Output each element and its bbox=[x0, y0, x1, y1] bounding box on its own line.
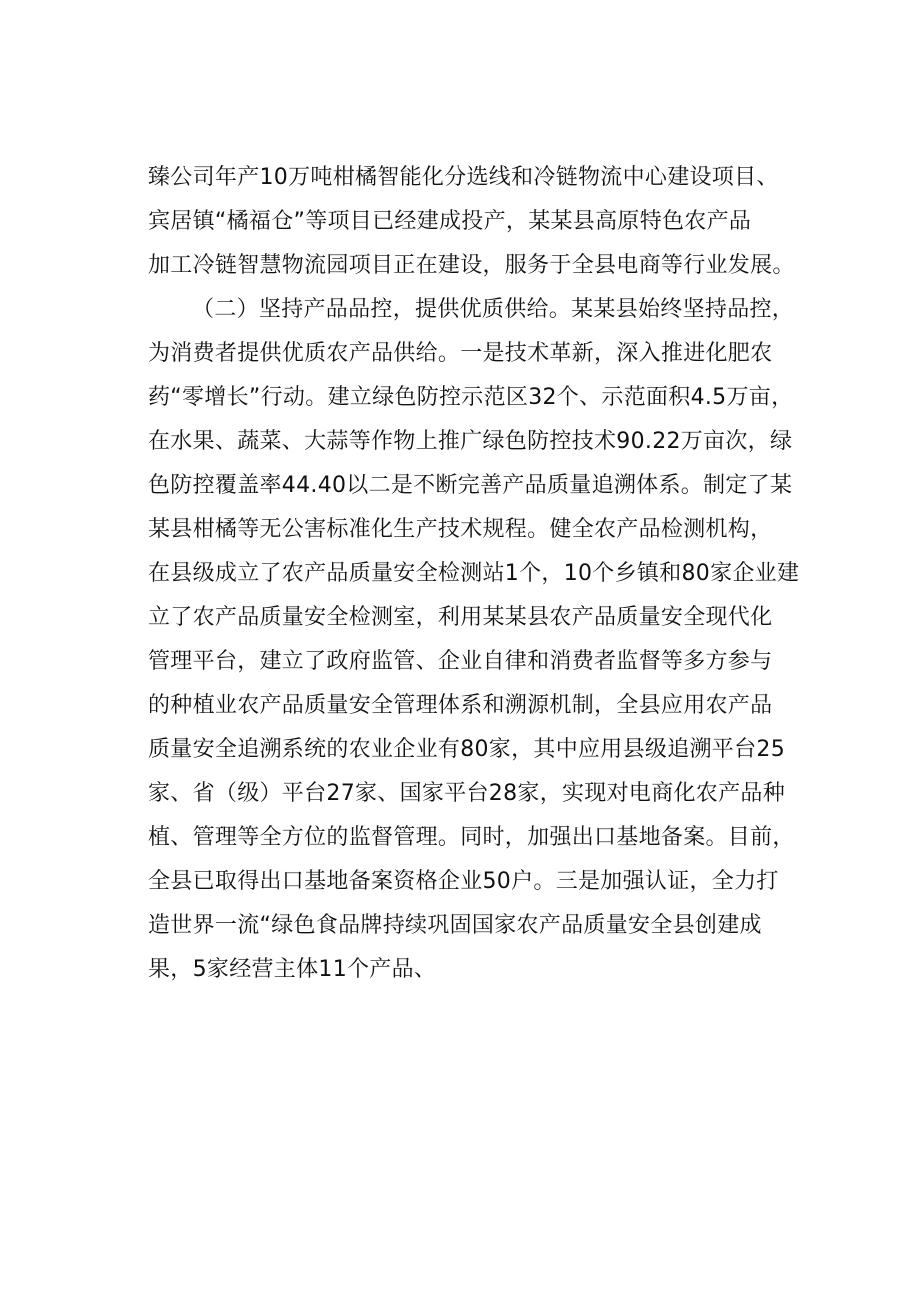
text-line: 的种植业农产品质量安全管理体系和溯源机制，全县应用农产品 bbox=[148, 693, 773, 718]
text-line: 全县已取得出口基地备案资格企业50户。三是加强认证，全力打 bbox=[148, 869, 779, 894]
text-line: 植、管理等全方位的监督管理。同时，加强出口基地备案。目前， bbox=[148, 825, 795, 850]
text-line: 色防控覆盖率44.40以二是不断完善产品质量追溯体系。制定了某 bbox=[148, 473, 793, 498]
text-line: 某县柑橘等无公害标准化生产技术规程。健全农产品检测机构， bbox=[148, 517, 773, 542]
section-heading-line: （二）坚持产品品控，提供优质供给。某某县始终坚持品控， bbox=[192, 297, 795, 322]
text-line: 臻公司年产10万吨柑橘智能化分选线和冷链物流中心建设项目、 bbox=[148, 165, 779, 190]
text-line: 质量安全追溯系统的农业企业有80家，其中应用县级追溯平台25 bbox=[148, 737, 785, 762]
text-line: 加工冷链智慧物流园项目正在建设，服务于全县电商等行业发展。 bbox=[148, 253, 795, 278]
text-line: 药“零增长”行动。建立绿色防控示范区32个、示范面积4.5万亩， bbox=[148, 385, 794, 410]
text-line: 为消费者提供优质农产品供给。一是技术革新，深入推进化肥农 bbox=[148, 341, 773, 366]
text-line: 管理平台，建立了政府监管、企业自律和消费者监督等多方参与 bbox=[148, 649, 773, 674]
text-line: 家、省（级）平台27家、国家平台28家，实现对电商化农产品种 bbox=[148, 781, 785, 806]
text-line: 立了农产品质量安全检测室，利用某某县农产品质量安全现代化 bbox=[148, 605, 773, 630]
text-line: 宾居镇“橘福仓”等项目已经建成投产，某某县高原特色农产品 bbox=[148, 209, 752, 234]
text-line: 在县级成立了农产品质量安全检测站1个，10个乡镇和80家企业建 bbox=[148, 561, 800, 586]
text-line: 果，5家经营主体11个产品、 bbox=[148, 957, 437, 982]
document-body bbox=[148, 156, 800, 992]
text-line: 造世界一流“绿色食品牌持续巩固国家农产品质量安全县创建成 bbox=[148, 913, 762, 938]
text-line: 在水果、蔬菜、大蒜等作物上推广绿色防控技术90.22万亩次，绿 bbox=[148, 429, 793, 454]
